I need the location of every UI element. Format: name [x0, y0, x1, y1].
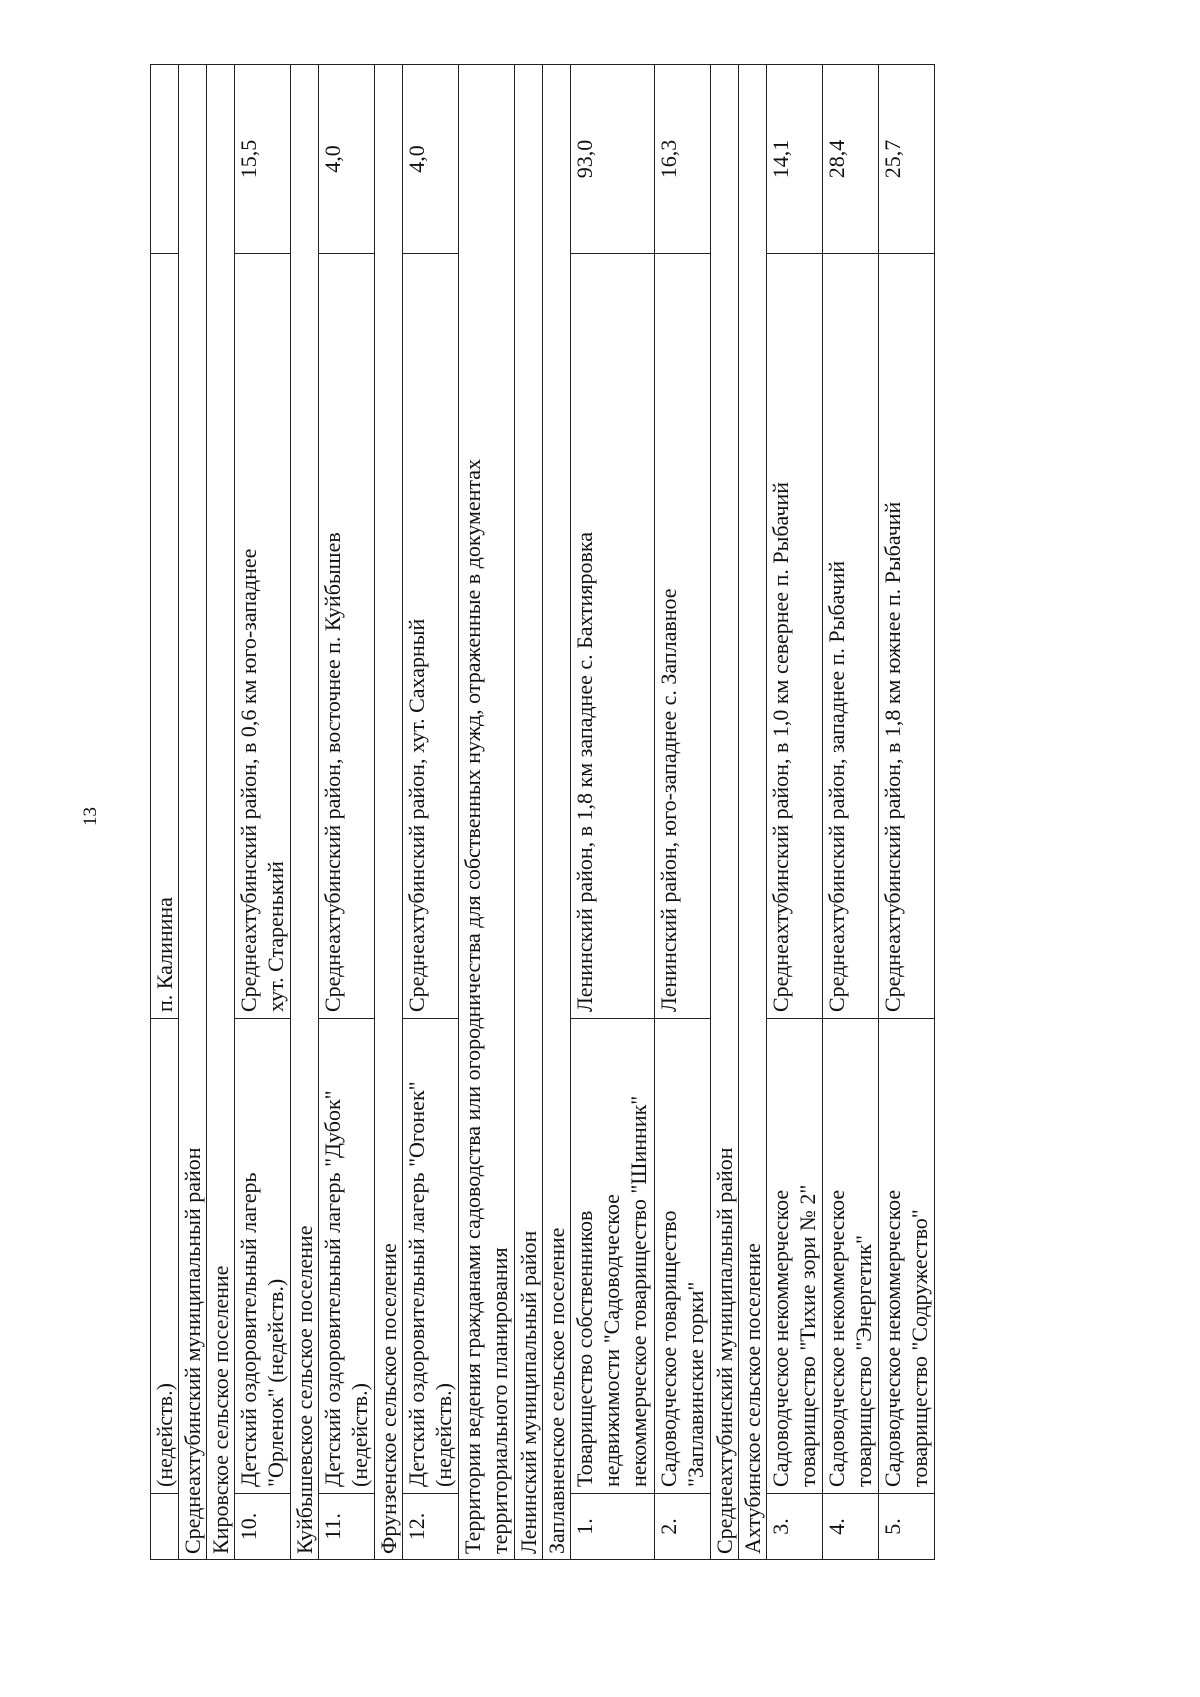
- object-location: Среднеахтубинский район, в 1,0 км севернее п. Рыбачий: [767, 254, 823, 1019]
- row-number: 10.: [235, 1494, 291, 1560]
- object-name: Детский оздоровительный лагерь "Дубок" (недейств.): [319, 1019, 375, 1494]
- object-name: (недейств.): [151, 1019, 179, 1494]
- section-row: [739, 65, 767, 1560]
- section-heading: Территории ведения гражданами садоводства или огородничества для собственных нужд, отраженные в документах территориального планирования: [459, 65, 515, 1560]
- section-heading: Кировское сельское поселение: [207, 65, 235, 1560]
- section-row: [515, 65, 543, 1560]
- object-location: Среднеахтубинский район, в 1,8 км южнее п. Рыбачий: [879, 254, 935, 1019]
- object-area: [151, 65, 179, 254]
- row-number: 3.: [767, 1494, 823, 1560]
- object-location: Среднеахтубинский район, в 0,6 км юго-западнее хут. Старенький: [235, 254, 291, 1019]
- section-row: [711, 65, 739, 1560]
- object-location: п. Калинина: [151, 254, 179, 1019]
- table-row: [879, 65, 935, 1560]
- section-heading: Ленинский муниципальный район: [515, 65, 543, 1560]
- section-heading: Фрунзенское сельское поселение: [375, 65, 403, 1560]
- row-number: 12.: [403, 1494, 459, 1560]
- section-row: [543, 65, 571, 1560]
- object-area: 14,1: [767, 65, 823, 254]
- row-number: 4.: [823, 1494, 879, 1560]
- section-heading: Заплавненское сельское поселение: [543, 65, 571, 1560]
- table-row: [151, 65, 179, 1560]
- object-area: 25,7: [879, 65, 935, 254]
- page-number: 13: [80, 807, 101, 826]
- row-number: 5.: [879, 1494, 935, 1560]
- object-location: Ленинский район, в 1,8 км западнее с. Бахтияровка: [571, 254, 655, 1019]
- table-row: [319, 65, 375, 1560]
- table-row: [655, 65, 711, 1560]
- object-name: Садоводческое некоммерческое товарищество "Содружество": [879, 1019, 935, 1494]
- section-row: [459, 65, 515, 1560]
- object-area: 16,3: [655, 65, 711, 254]
- object-location: Среднеахтубинский район, хут. Сахарный: [403, 254, 459, 1019]
- section-heading: Ахтубинское сельское поселение: [739, 65, 767, 1560]
- object-area: 15,5: [235, 65, 291, 254]
- table-row: [823, 65, 879, 1560]
- table-body: [151, 65, 935, 1560]
- object-location: Среднеахтубинский район, западнее п. Рыбачий: [823, 254, 879, 1019]
- object-location: Среднеахтубинский район, восточнее п. Куйбышев: [319, 254, 375, 1019]
- row-number: 2.: [655, 1494, 711, 1560]
- row-number: 11.: [319, 1494, 375, 1560]
- row-number: 1.: [571, 1494, 655, 1560]
- object-area: 4,0: [319, 65, 375, 254]
- section-row: [291, 65, 319, 1560]
- object-area: 4,0: [403, 65, 459, 254]
- section-heading: Среднеахтубинский муниципальный район: [711, 65, 739, 1560]
- row-number: [151, 1494, 179, 1560]
- object-name: Детский оздоровительный лагерь "Орленок" (недейств.): [235, 1019, 291, 1494]
- table-row: [571, 65, 655, 1560]
- object-area: 28,4: [823, 65, 879, 254]
- territories-table: [150, 64, 935, 1560]
- table-row: [767, 65, 823, 1560]
- object-name: Детский оздоровительный лагерь "Огонек" (недейств.): [403, 1019, 459, 1494]
- table-row: [235, 65, 291, 1560]
- section-row: [179, 65, 207, 1560]
- object-name: Садоводческое товарищество "Заплавинские горки": [655, 1019, 711, 1494]
- object-area: 93,0: [571, 65, 655, 254]
- object-name: Садоводческое некоммерческое товарищество "Энергетик": [823, 1019, 879, 1494]
- section-row: [207, 65, 235, 1560]
- object-name: Садоводческое некоммерческое товарищество "Тихие зори № 2": [767, 1019, 823, 1494]
- rotated-table-container: [150, 65, 935, 1560]
- section-row: [375, 65, 403, 1560]
- section-heading: Куйбышевское сельское поселение: [291, 65, 319, 1560]
- object-name: Товарищество собственников недвижимости "Садоводческое некоммерческое товарищество "Шинник": [571, 1019, 655, 1494]
- table-row: [403, 65, 459, 1560]
- section-heading: Среднеахтубинский муниципальный район: [179, 65, 207, 1560]
- object-location: Ленинский район, юго-западнее с. Заплавное: [655, 254, 711, 1019]
